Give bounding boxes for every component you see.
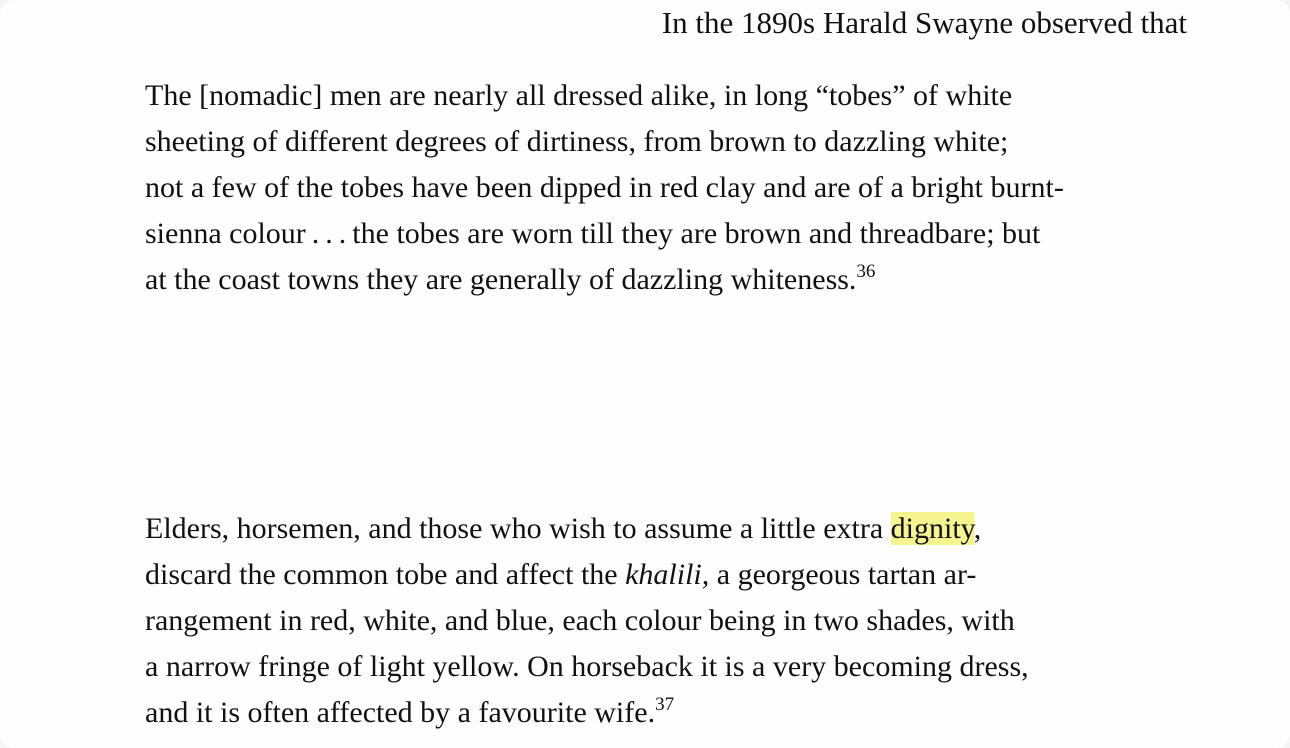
quote-line: sheeting of different degrees of dirtiness, from brown to dazzling white;	[145, 125, 1009, 158]
quote-line-text: discard the common tobe and affect the	[145, 558, 626, 591]
quote-line-text: ,	[973, 512, 982, 545]
quote-line-text: at the coast towns they are generally of dazzling whiteness.	[145, 263, 857, 296]
quote-line	[145, 506, 1165, 552]
quote-line	[145, 690, 1165, 736]
quote-line	[145, 552, 1165, 598]
quote-line: rangement in red, white, and blue, each colour being in two shades, with	[145, 604, 1015, 637]
quote-line-text: Elders, horsemen, and those who wish to assume a little extra	[145, 512, 891, 545]
italic-term: khalili,	[625, 558, 710, 591]
footnote-marker[interactable]: 37	[655, 694, 675, 715]
quote-line	[145, 257, 1165, 303]
quote-line: The [nomadic] men are nearly all dressed alike, in long “tobes” of white	[145, 79, 1013, 112]
quote-line-text: a georgeous tartan ar-	[709, 558, 977, 591]
block-quote-khalili	[145, 506, 1165, 736]
quote-line: not a few of the tobes have been dipped in red clay and are of a bright burnt-	[145, 171, 1064, 204]
intro-sentence: In the 1890s Harald Swayne observed that	[661, 5, 1187, 40]
block-quote-tobes	[145, 73, 1165, 303]
quote-line-text: and it is often affected by a favourite wife.	[145, 696, 656, 729]
footnote-marker[interactable]: 36	[856, 261, 876, 282]
quote-line: a narrow fringe of light yellow. On horseback it is a very becoming dress,	[145, 650, 1029, 683]
quote-line: sienna colour . . . the tobes are worn till they are brown and threadbare; but	[145, 217, 1041, 250]
highlighted-word[interactable]: dignity	[890, 512, 974, 545]
